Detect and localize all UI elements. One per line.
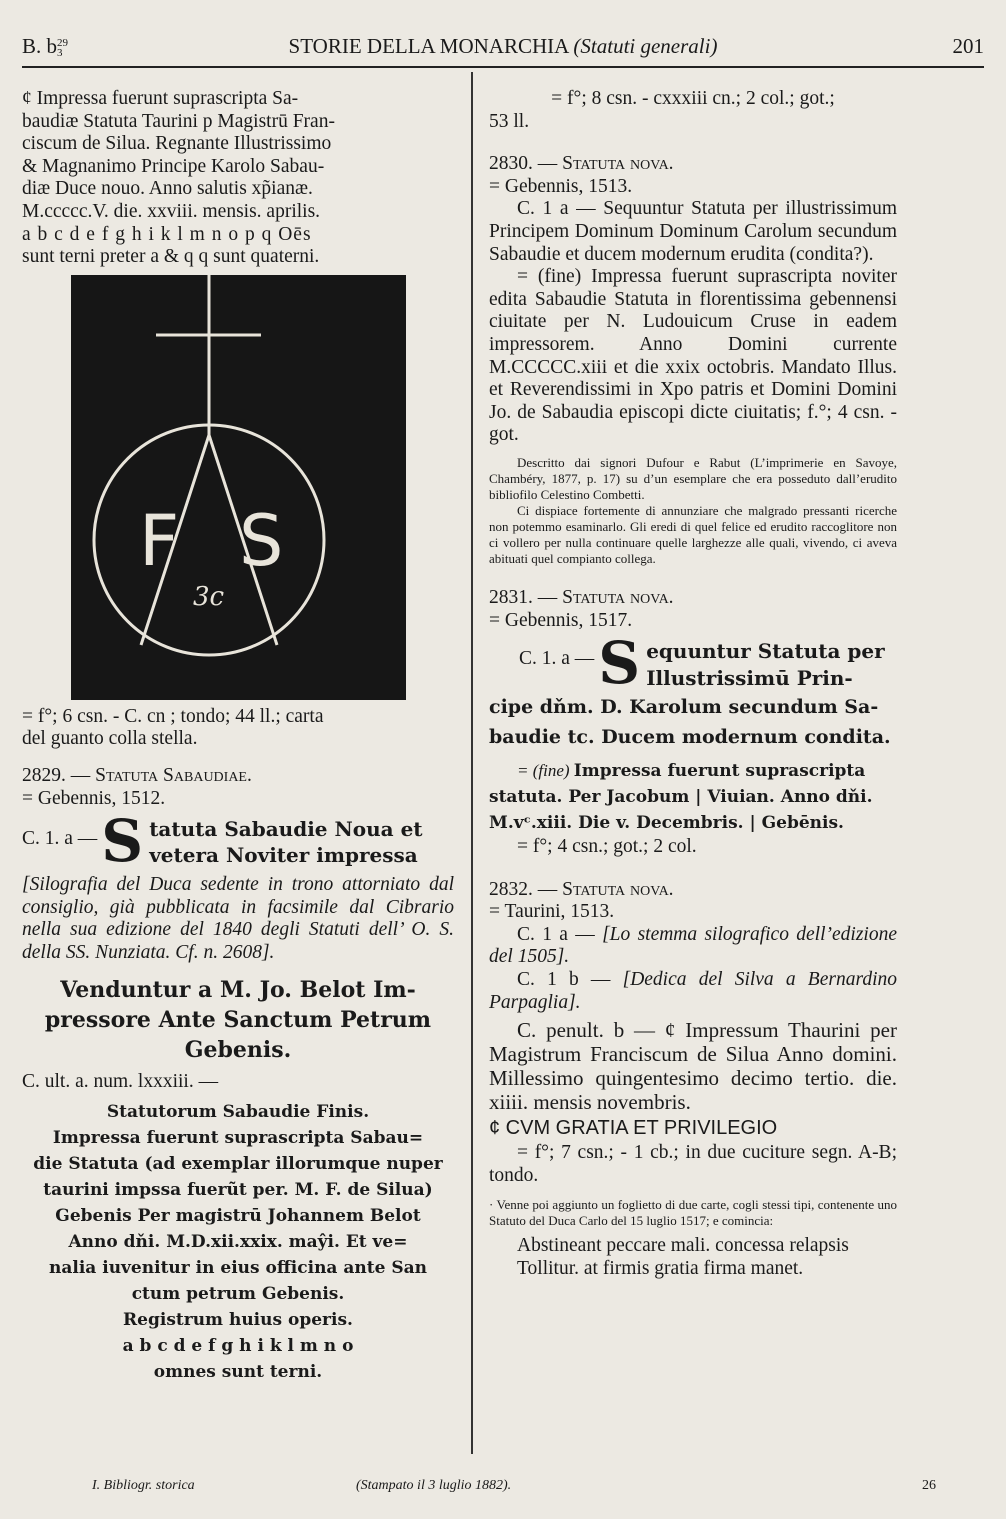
- footer-signature: I. Bibliogr. storica: [92, 1478, 195, 1493]
- footnote: Descritto dai signori Dufour e Rabut (L’imprimerie en Savoye, Chambéry, 1877, p. 17) su d’un esemplare che era posseduto dall’erudito bibliofilo Celestino Combetti.: [489, 454, 897, 502]
- blackletter-title: C. 1. a — S tatuta Sabaudie Noua et vetera Noviter impressa: [22, 816, 423, 869]
- collation-line: = f°; 8 csn. - cxxxiii cn.; 2 col.; got.;: [551, 88, 835, 109]
- header-rule: [22, 66, 984, 68]
- signature-mark: B. b 29 3: [22, 34, 69, 60]
- entry-place: = Gebennis, 1517.: [489, 609, 633, 631]
- running-title: STORIE DELLA MONARCHIA (Statuti generali): [288, 34, 718, 58]
- footer-sheet-number: 26: [922, 1478, 936, 1493]
- column-divider: [471, 72, 473, 1454]
- entry-2831: [489, 587, 897, 859]
- line: baudiæ Statuta Taurini p Magistrū Fran-: [22, 110, 335, 132]
- running-header: [22, 34, 984, 68]
- collation-line: = f°; 4 csn.; got.; 2 col.: [517, 836, 697, 858]
- incipit-c1b: C. 1 b — [Dedica del Silva a Bernardino Parpaglia].: [489, 969, 897, 1013]
- line: diæ Duce nouo. Anno salutis xp̃ianæ.: [22, 178, 313, 200]
- bracket-note: [Silografia del Duca sedente in trono attorniato dal consiglio, già pubblicata in facsimile dal Cibrario nella sua edizione del 1840 degli Statuti dell’ O. S. della SS. Nunziata. Cf. n. 2608].: [22, 874, 454, 963]
- verse-line: Abstineant peccare mali. concessa relapsis: [517, 1235, 849, 1257]
- left-column: [22, 88, 454, 1385]
- woodcut-letter-f: F: [138, 499, 179, 582]
- printer-mark-woodcut: [71, 275, 406, 700]
- blackletter-line: cipe dňm. D. Karolum secundum Sa-: [489, 696, 879, 719]
- entry-2830: [489, 153, 897, 567]
- footnote: · Venne poi aggiunto un foglietto di due carte, cogli stessi tipi, contenente uno Statuto del Duca Carlo del 15 luglio 1517; e comincia:: [489, 1197, 897, 1229]
- incipit-c1a: C. 1 a — [Lo stemma silografico dell’edizione del 1505].: [489, 923, 897, 968]
- line: ciscum de Silua. Regnante Illustrissimo: [22, 133, 332, 155]
- privilege-line: ¢ CVM GRATIA ET PRIVILEGIO: [489, 1117, 778, 1140]
- entry-2832: [489, 879, 897, 1281]
- ult-ref: C. ult. a. num. lxxxiii. —: [22, 1070, 219, 1092]
- page-number: 201: [952, 34, 984, 58]
- collation-line: del guanto colla stella.: [22, 728, 198, 750]
- collation-line: 53 ll.: [489, 110, 530, 132]
- entry-heading: 2831. — Statuta nova.: [489, 586, 674, 608]
- line: sunt terni preter a & q q sunt quaterni.: [22, 246, 320, 268]
- collation-line: = f°; 7 csn.; - 1 cb.; in due cuciture segn. A-B; tondo.: [489, 1142, 897, 1186]
- entry-2829: [22, 765, 454, 1385]
- collation-line: = f°; 6 csn. - C. cn ; tondo; 44 ll.; carta: [22, 705, 324, 727]
- entry-heading: 2832. — Statuta nova.: [489, 878, 674, 900]
- line: ¢ Impressa fuerunt suprascripta Sa-: [22, 88, 299, 109]
- line: a b c d e f g h i k l m n o p q Oēs: [22, 223, 312, 245]
- line: M.ccccc.V. die. xxviii. mensis. aprilis.: [22, 200, 321, 222]
- blackletter-imprint: Venduntur a M. Jo. Belot Im- pressore Ante Sanctum Petrum Gebenis.: [44, 976, 432, 1063]
- right-column: [489, 88, 897, 1281]
- blackletter-colophon: Statutorum Sabaudie Finis. Impressa fuerunt suprascripta Sabau= die Statuta (ad exemplar illorumque nuper taurini impssa fuerũt per. M. F. de Silua) Gebenis Per magistrū Johannem Belot Anno dňi. M.D.xii.xxix. maŷi. Et ve= nalia iuvenitur in eius officina ante San ctum petrum Gebenis. Registrum huius operis. a b c d e f g h i k l m n o omnes sunt terni.: [33, 1102, 443, 1383]
- entry-place: = Taurini, 1513.: [489, 901, 615, 923]
- woodcut-letter-s: S: [238, 499, 283, 582]
- explicit: = (fine) Impressa fuerunt suprascripta noviter edita Sabaudie Statuta in florentissima gebennensi ciuitate per N. Ludouicum Cruse in eadem impressorem. Anno Domini currente M.CCCCC.xiii et die xxix octobris. Mandato Illus. et Reverendissimi in Xpo patris et Domini Domini Jo. de Sabaudia episcopi dicte ciuitatis; f.°; 4 csn. - got.: [489, 266, 897, 446]
- colophon-1505: [22, 88, 454, 269]
- entry-place: = Gebennis, 1513.: [489, 175, 633, 197]
- entry-place: = Gebennis, 1512.: [22, 787, 166, 809]
- woodcut-mark: 3c: [192, 581, 224, 612]
- entry-heading: 2829. — Statuta Sabaudiae.: [22, 764, 252, 786]
- blackletter-colophon: = (fine) Impressa fuerunt suprascripta statuta. Per Jacobum | Viuian. Anno dňi. M.vᶜ.xiii. Die v. Decembris. | Gebēnis.: [489, 761, 873, 834]
- blackletter-title: C. 1. a — S equuntur Statuta per Illustrissimū Prin-: [519, 638, 885, 693]
- incipit: C. 1 a — Sequuntur Statuta per illustrissimum Principem Dominum Dominum Carolum secundum Sabaudie et ducem modernum erudita (condita?).: [489, 198, 897, 265]
- verse-line: Tollitur. at firmis gratia firma manet.: [517, 1258, 804, 1280]
- entry-heading: 2830. — Statuta nova.: [489, 153, 674, 175]
- footnote: Ci dispiace fortemente di annunziare che malgrado pressanti ricerche non potemmo esaminarlo. Gli eredi di quel felice ed erudito raccoglitore non ci vollero per nulla continuare quelle larghezze alle quali, vivendo, ci aveva abituati quel compianto collega.: [489, 502, 897, 566]
- footer-print-date: (Stampato il 3 luglio 1882).: [356, 1478, 512, 1493]
- blackletter-line: baudie tc. Ducem modernum condita.: [489, 726, 891, 749]
- explicit: C. penult. b — ¢ Impressum Thaurini per Magistrum Franciscum de Silua Anno domini. Millessimo quingentesimo decimo tertio. die. xiiii. mensis novembris.: [489, 1018, 897, 1115]
- line: & Magnanimo Principe Karolo Sabau-: [22, 155, 325, 177]
